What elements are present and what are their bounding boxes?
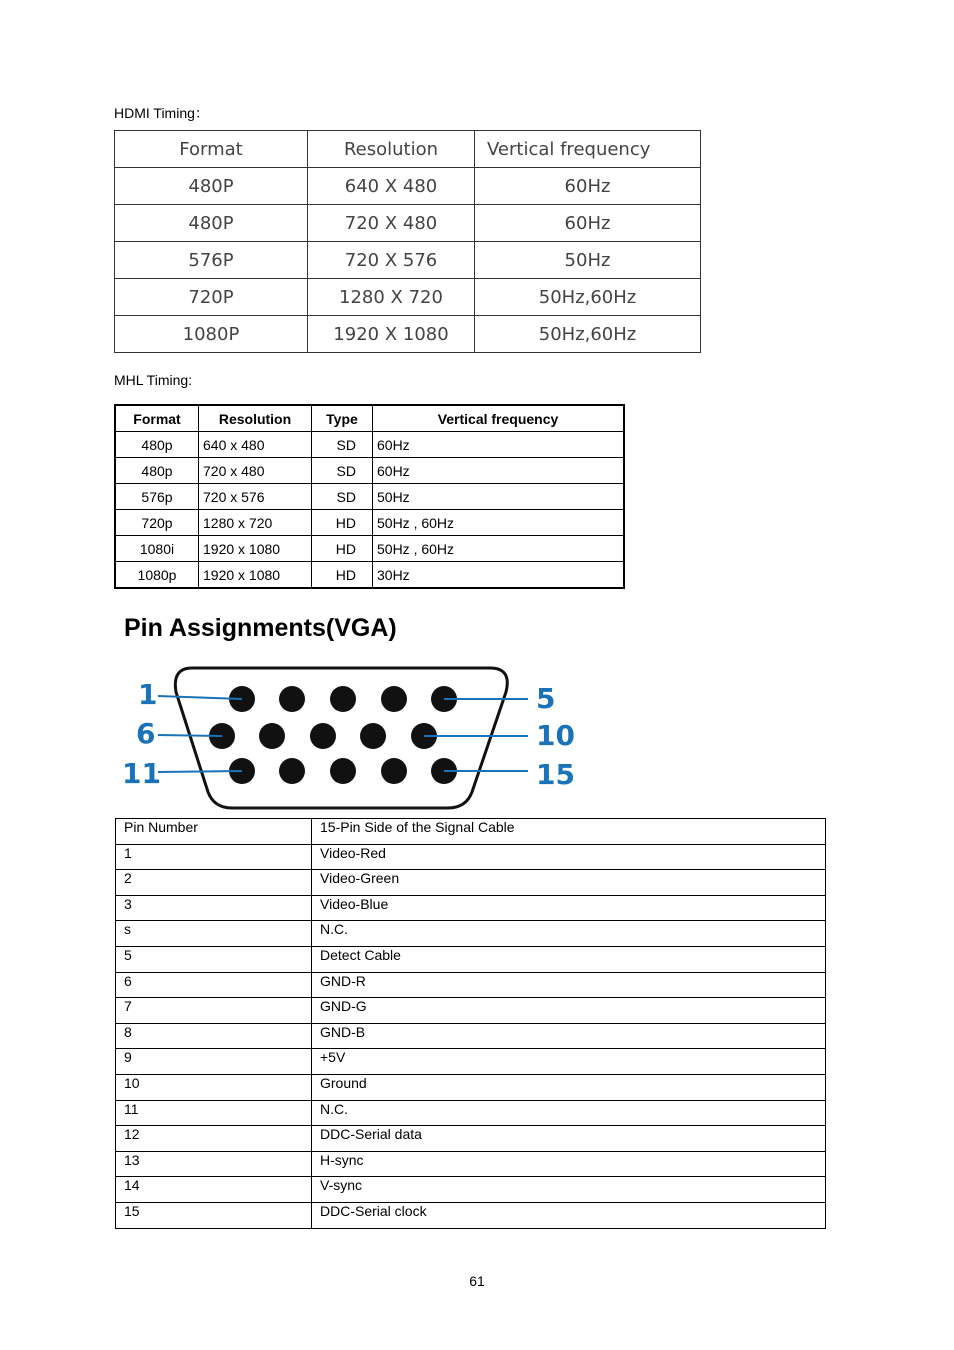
header-cell: Pin Number: [116, 819, 312, 845]
table-row: [115, 510, 624, 536]
table-header-row: [115, 131, 701, 168]
table-cell: 720 x 576: [199, 484, 312, 510]
leader-line: [158, 735, 222, 736]
table-cell: GND-R: [312, 972, 826, 998]
table-row: [116, 1151, 826, 1177]
pin-hole: [330, 686, 356, 712]
hdmi-caption: HDMI Timing：: [114, 105, 209, 121]
table-cell: 480p: [115, 432, 199, 458]
table-cell: 60Hz: [373, 432, 625, 458]
pin-hole: [360, 723, 386, 749]
table-header-row: [115, 405, 624, 432]
pin-label-6: 6: [136, 717, 156, 750]
header-cell: Resolution: [199, 405, 312, 432]
table-row: [116, 1126, 826, 1152]
table-row: [115, 168, 701, 205]
table-cell: 1080i: [115, 536, 199, 562]
table-row: [115, 205, 701, 242]
vga-connector-diagram: [120, 662, 580, 812]
pin-hole: [310, 723, 336, 749]
header-cell: Resolution: [308, 131, 475, 168]
table-cell: 10: [116, 1074, 312, 1100]
table-cell: 50Hz,60Hz: [475, 279, 701, 316]
table-cell: 7: [116, 998, 312, 1024]
table-cell: Detect Cable: [312, 946, 826, 972]
table-cell: Video-Red: [312, 844, 826, 870]
table-cell: 480P: [115, 205, 308, 242]
table-cell: Video-Green: [312, 870, 826, 896]
table-cell: 50Hz: [475, 242, 701, 279]
pin-hole: [279, 758, 305, 784]
header-cell: Type: [312, 405, 373, 432]
table-cell: DDC-Serial data: [312, 1126, 826, 1152]
table-cell: 640 X 480: [308, 168, 475, 205]
table-cell: 60Hz: [475, 205, 701, 242]
table-row: [116, 1202, 826, 1228]
table-cell: 1080P: [115, 316, 308, 353]
table-cell: 1280 x 720: [199, 510, 312, 536]
mhl-caption: MHL Timing:: [114, 372, 193, 388]
table-cell: 2: [116, 870, 312, 896]
table-row: [116, 844, 826, 870]
table-cell: 576p: [115, 484, 199, 510]
table-row: [116, 1177, 826, 1203]
table-cell: 50Hz: [373, 484, 625, 510]
table-cell: 480P: [115, 168, 308, 205]
table-row: [116, 1023, 826, 1049]
table-row: [116, 998, 826, 1024]
table-cell: DDC-Serial clock: [312, 1202, 826, 1228]
pin-assignment-table: [115, 818, 826, 1229]
table-cell: Video-Blue: [312, 895, 826, 921]
table-row: [116, 946, 826, 972]
table-cell: 720 x 480: [199, 458, 312, 484]
table-cell: 576P: [115, 242, 308, 279]
pin-label-10: 10: [536, 719, 575, 752]
table-cell: HD: [312, 536, 373, 562]
table-row: [115, 536, 624, 562]
header-cell: Format: [115, 131, 308, 168]
table-cell: 15: [116, 1202, 312, 1228]
table-row: [116, 870, 826, 896]
table-row: [116, 1074, 826, 1100]
table-cell: N.C.: [312, 1100, 826, 1126]
table-cell: SD: [312, 484, 373, 510]
table-row: [115, 242, 701, 279]
table-cell: Ground: [312, 1074, 826, 1100]
table-cell: 11: [116, 1100, 312, 1126]
table-cell: 50Hz,60Hz: [475, 316, 701, 353]
table-cell: 1920 X 1080: [308, 316, 475, 353]
table-cell: 60Hz: [475, 168, 701, 205]
table-cell: N.C.: [312, 921, 826, 947]
table-row: [115, 484, 624, 510]
table-cell: 1280 X 720: [308, 279, 475, 316]
table-row: [116, 1049, 826, 1075]
table-cell: 1920 x 1080: [199, 536, 312, 562]
pin-label-11: 11: [122, 757, 161, 790]
table-row: [115, 279, 701, 316]
table-cell: 720 X 576: [308, 242, 475, 279]
table-cell: H-sync: [312, 1151, 826, 1177]
table-row: [116, 1100, 826, 1126]
table-cell: 720 X 480: [308, 205, 475, 242]
table-cell: s: [116, 921, 312, 947]
table-row: [115, 562, 624, 589]
table-cell: SD: [312, 432, 373, 458]
pin-label-5: 5: [536, 682, 556, 715]
table-row: [116, 972, 826, 998]
table-row: [115, 458, 624, 484]
pin-hole: [279, 686, 305, 712]
pin-hole: [381, 686, 407, 712]
header-cell: Vertical frequency: [475, 131, 701, 168]
table-cell: 50Hz , 60Hz: [373, 536, 625, 562]
table-cell: 13: [116, 1151, 312, 1177]
table-cell: 1: [116, 844, 312, 870]
table-cell: V-sync: [312, 1177, 826, 1203]
table-cell: 720p: [115, 510, 199, 536]
header-cell: Vertical frequency: [373, 405, 625, 432]
pin-hole: [381, 758, 407, 784]
table-cell: 480p: [115, 458, 199, 484]
table-row: [116, 895, 826, 921]
table-cell: 12: [116, 1126, 312, 1152]
table-cell: 720P: [115, 279, 308, 316]
table-cell: 30Hz: [373, 562, 625, 589]
table-cell: HD: [312, 510, 373, 536]
hdmi-timing-table: [114, 130, 701, 353]
pin-hole: [330, 758, 356, 784]
table-cell: 8: [116, 1023, 312, 1049]
table-cell: +5V: [312, 1049, 826, 1075]
table-cell: HD: [312, 562, 373, 589]
table-cell: 60Hz: [373, 458, 625, 484]
table-row: [115, 316, 701, 353]
table-cell: 50Hz , 60Hz: [373, 510, 625, 536]
section-heading: Pin Assignments(VGA): [124, 614, 397, 642]
table-cell: 6: [116, 972, 312, 998]
table-cell: GND-G: [312, 998, 826, 1024]
table-cell: 640 x 480: [199, 432, 312, 458]
pin-label-1: 1: [138, 678, 158, 711]
table-cell: 9: [116, 1049, 312, 1075]
table-cell: 1920 x 1080: [199, 562, 312, 589]
header-cell: 15-Pin Side of the Signal Cable: [312, 819, 826, 845]
table-cell: 14: [116, 1177, 312, 1203]
leader-line: [158, 771, 242, 772]
table-row: [116, 921, 826, 947]
table-cell: 5: [116, 946, 312, 972]
table-cell: SD: [312, 458, 373, 484]
table-cell: 3: [116, 895, 312, 921]
pin-hole: [259, 723, 285, 749]
table-cell: 1080p: [115, 562, 199, 589]
table-header-row: [116, 819, 826, 845]
mhl-timing-table: [114, 404, 625, 589]
table-row: [115, 432, 624, 458]
table-cell: GND-B: [312, 1023, 826, 1049]
header-cell: Format: [115, 405, 199, 432]
pin-label-15: 15: [536, 758, 575, 791]
page-number: 61: [469, 1273, 485, 1289]
